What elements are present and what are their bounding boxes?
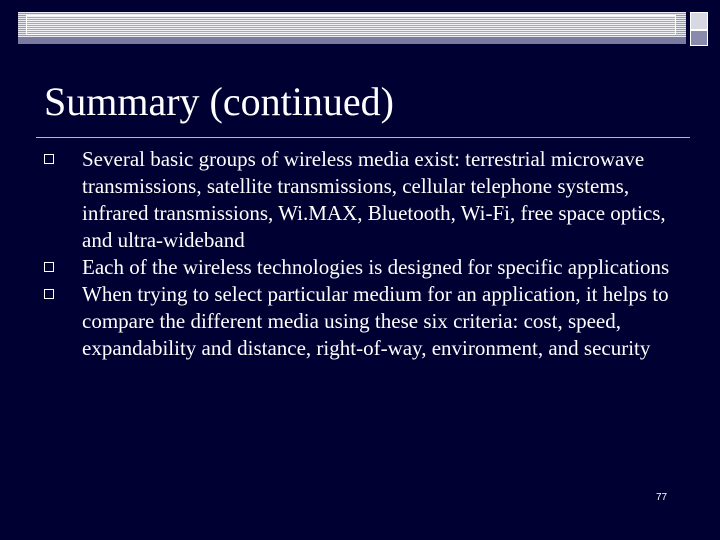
bullet-text: Each of the wireless technologies is designed for specific applications: [82, 255, 670, 279]
decorative-corner-squares: [690, 12, 708, 44]
bullet-text: Several basic groups of wireless media exist: terrestrial microwave transmissions, satellite transmissions, cellular telephone systems, infrared transmissions, Wi.MAX, Bluetooth, Wi-Fi, free space optics, and ultra-wideband: [82, 147, 666, 252]
square-bullet-icon: [44, 154, 54, 164]
bullet-item: [44, 254, 684, 281]
title-divider: [36, 137, 690, 138]
page-number: 77: [656, 492, 668, 503]
bullet-item: [44, 281, 684, 362]
decorative-header-bar: [18, 12, 686, 44]
square-bullet-icon: [44, 262, 54, 272]
bullet-text: When trying to select particular medium for an application, it helps to compare the different media using these six criteria: cost, speed, expandability and distance, right-of-way, environment, and security: [82, 282, 669, 360]
square-bullet-icon: [44, 289, 54, 299]
bullet-list: [44, 146, 684, 362]
slide-title: Summary (continued): [44, 79, 394, 124]
bullet-item: [44, 146, 684, 254]
